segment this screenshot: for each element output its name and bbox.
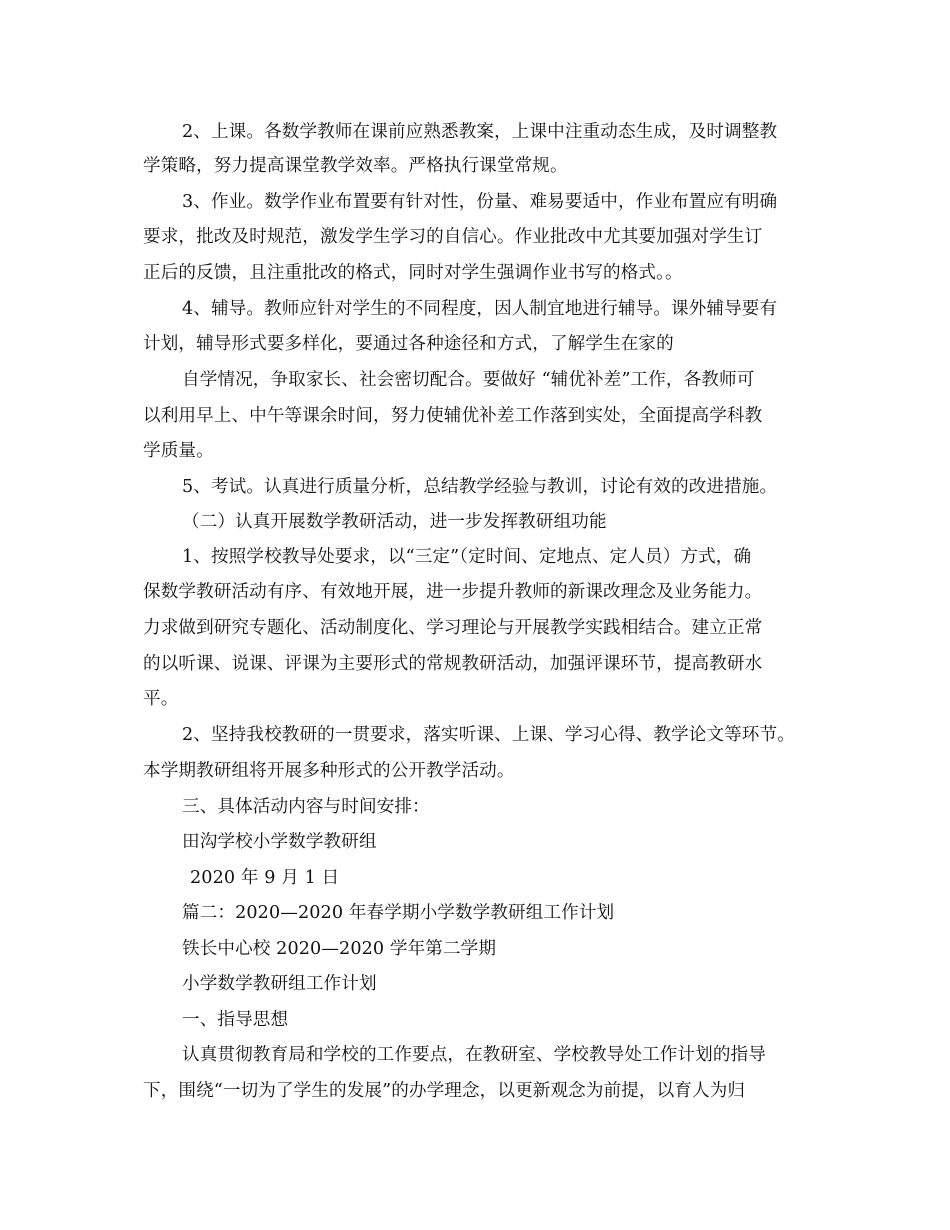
text-line: 下，围绕“一切为了学生的发展”的办学理念，以更新观念为前提，以育人为归 xyxy=(143,1081,746,1101)
text-line: 自学情况，争取家长、社会密切配合。要做好 “辅优补差”工作，各教师可 xyxy=(182,370,755,390)
section-heading: 一、指导思想 xyxy=(182,1010,289,1030)
section-heading: （二）认真开展数学教研活动，进一步发挥教研组功能 xyxy=(182,512,607,532)
signature-org: 田沟学校小学数学教研组 xyxy=(182,832,377,852)
text-line: 4、辅导。教师应针对学生的不同程度，因人制宜地进行辅导。课外辅导要有 xyxy=(182,299,778,319)
text-line: 保数学教研活动有序、有效地开展，进一步提升教师的新课改理念及业务能力。 xyxy=(143,582,763,602)
text-line: 5、考试。认真进行质量分析，总结教学经验与教训，讨论有效的改进措施。 xyxy=(182,477,778,497)
text-line: 2、上课。各数学教师在课前应熟悉教案，上课中注重动态生成，及时调整教 xyxy=(182,122,778,142)
text-line: 1、按照学校教导处要求，以“三定”（定时间、定地点、定人员）方式，确 xyxy=(182,547,752,567)
text-line: 力求做到研究专题化、活动制度化、学习理论与开展教学实践相结合。建立正常 xyxy=(143,618,763,638)
text-line: 的以听课、说课、评课为主要形式的常规教研活动，加强评课环节，提高教研水 xyxy=(143,654,763,674)
text-line: 平。 xyxy=(143,689,179,709)
text-line: 以利用早上、中午等课余时间，努力使辅优补差工作落到实处，全面提高学科教 xyxy=(143,406,763,426)
text-line: 2、坚持我校教研的一贯要求，落实听课、上课、学习心得、教学论文等环节。 xyxy=(182,725,795,745)
section-heading: 三、具体活动内容与时间安排： xyxy=(182,797,430,817)
text-line: 正后的反馈，且注重批改的格式，同时对学生强调作业书写的格式。。 xyxy=(143,263,683,283)
text-line: 认真贯彻教育局和学校的工作要点，在教研室、学校教导处工作计划的指导 xyxy=(182,1045,766,1065)
text-line: 要求，批改及时规范，激发学生学习的自信心。作业批改中尤其要加强对学生订 xyxy=(143,227,763,247)
subtitle: 铁长中心校 2020—2020 学年第二学期 xyxy=(182,939,497,959)
article-title: 篇二：2020—2020 年春学期小学数学教研组工作计划 xyxy=(182,903,615,923)
text-line: 3、作业。数学作业布置要有针对性，份量、难易要适中，作业布置应有明确 xyxy=(182,192,778,212)
text-line: 学质量。 xyxy=(143,441,214,461)
signature-date: 2020 年 9 月 1 日 xyxy=(190,868,340,888)
subtitle: 小学数学教研组工作计划 xyxy=(182,974,377,994)
text-line: 学策略，努力提高课堂教学效率。严格执行课堂常规。 xyxy=(143,156,568,176)
text-line: 计划，辅导形式要多样化，要通过各种途径和方式，了解学生在家的 xyxy=(143,334,674,354)
text-line: 本学期教研组将开展多种形式的公开教学活动。 xyxy=(143,761,515,781)
